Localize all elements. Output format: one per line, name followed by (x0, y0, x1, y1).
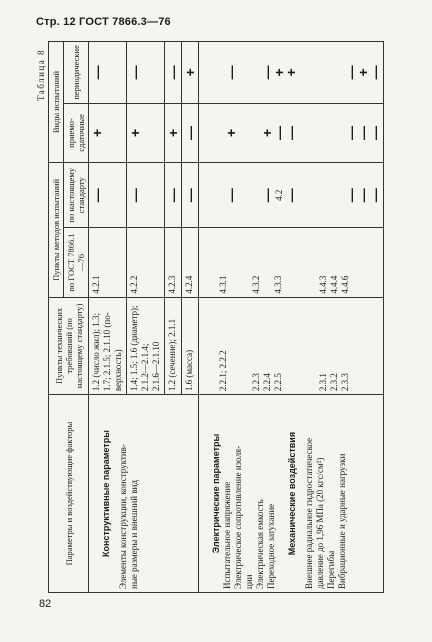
acceptance-cell: + (165, 103, 182, 162)
gost-text: 4.4.4 (329, 275, 339, 294)
param-text: Вибрационные и ударные нагрузки (337, 453, 347, 589)
table-row (199, 42, 384, 593)
req-cell: 1.2 (сечение); 2.1.1 (165, 297, 182, 394)
gost-cell: 4.2.4 (182, 228, 199, 297)
acceptance-cell: + (89, 103, 127, 162)
req-text: 1.4; 1.5; 1.6 (диаметр); (129, 305, 139, 392)
gost-text: 4.3.2 (251, 275, 261, 294)
req-text: 2.3.3 (340, 373, 350, 392)
gost-cell: 4.2.1 (89, 228, 127, 297)
table-caption: Таблица 8 (36, 49, 46, 101)
section-title-constructive: Конструктивные параметры (101, 430, 111, 558)
periodic-text: + (355, 68, 371, 77)
page-header: Стр. 12 ГОСТ 7866.3—76 (36, 16, 171, 28)
gost-text: 4.4.6 (340, 275, 350, 294)
req-cell (127, 297, 165, 394)
param-text: Внешнее радиальное гидростатическое (304, 437, 314, 589)
req-cell (199, 297, 384, 394)
acceptance-cell: — (182, 103, 199, 162)
gost-text: 4.3.3 (273, 275, 283, 294)
req-text (307, 301, 318, 391)
param-text: ные размеры и внешний вид (129, 480, 139, 589)
col-header-std: по настоящему стандарту (64, 163, 89, 228)
req-text: 2.1.6—2.1.10 (151, 341, 161, 392)
gost-text: 4.4.3 (318, 275, 328, 294)
col-header-periodic: периодические (64, 42, 89, 104)
param-text: Электрическое сопротивление изоля- (233, 445, 243, 589)
acceptance-cell (199, 103, 384, 162)
params-cell-electrical-mechanical (199, 395, 384, 593)
periodic-text: + (283, 68, 299, 77)
std-text: — (355, 188, 371, 203)
col-header-methods: Пункты методов испытаний (49, 163, 64, 298)
req-cell: 1.6 (масса) (182, 297, 199, 394)
acceptance-cell: + (127, 103, 165, 162)
param-text: давление до 1,96 МПа (20 кгс/см²) (315, 457, 325, 589)
params-cell-constructive (89, 395, 199, 593)
gost-text: 4.3.1 (218, 275, 228, 294)
req-text: 2.3.2 (329, 373, 339, 392)
std-cell: — (182, 163, 199, 228)
gost-cell (199, 228, 384, 297)
col-header-acceptance: приемо-сдаточные (64, 103, 89, 162)
param-text: Элементы конструкции, конструктив- (118, 444, 128, 589)
req-cell (89, 297, 127, 394)
col-header-requirements: Пункты технических требований (по настоящему стандарту) (49, 297, 89, 394)
std-cell: — (89, 163, 127, 228)
param-text: Электрическая емкость (255, 499, 265, 589)
periodic-text: — (343, 65, 359, 80)
col-header-tests: Виды испытаний (49, 42, 64, 163)
param-text: Испытательное напряжение (222, 481, 232, 589)
gost-text (307, 231, 318, 293)
header-row-1 (49, 42, 64, 593)
std-cell (199, 163, 384, 228)
acceptance-text: — (367, 125, 383, 140)
gost-cell: 4.2.2 (127, 228, 165, 297)
req-text: 2.3.1 (318, 373, 328, 392)
req-text: 1.7; 2.1.5; 2.1.10 (по- (102, 312, 112, 392)
std-text: — (367, 188, 383, 203)
acceptance-text: + (223, 128, 239, 138)
gost-text (262, 231, 273, 293)
std-text: — (223, 188, 239, 203)
periodic-cell: — (89, 42, 127, 104)
periodic-text: — (223, 65, 239, 80)
data-table (48, 41, 384, 593)
param-text: ции (244, 574, 254, 589)
periodic-cell: — (165, 42, 182, 104)
periodic-text: — (367, 65, 383, 80)
acceptance-text: — (283, 125, 299, 140)
req-text: верхность) (113, 349, 123, 392)
std-text: 4.2 (274, 189, 284, 201)
req-text: 1.2 (число жил); 1.3; (91, 313, 101, 392)
std-text: — (283, 188, 299, 203)
req-text: 2.2.5 (273, 373, 283, 392)
section-title-electrical: Электрические параметры (211, 433, 221, 554)
std-cell: — (127, 163, 165, 228)
acceptance-text: — (343, 125, 359, 140)
req-text: 2.2.4 (262, 373, 272, 392)
acceptance-text: + (259, 128, 275, 138)
req-text: 2.1.2—2.1.4; (140, 343, 150, 392)
acceptance-text: — (355, 125, 371, 140)
acceptance-text: — (271, 125, 287, 140)
col-header-params: Параметры и воздействующие факторы (49, 395, 89, 593)
std-text: — (259, 188, 275, 203)
periodic-cell: + (182, 42, 199, 104)
periodic-cell (199, 42, 384, 104)
req-text (229, 301, 240, 391)
req-text: 2.2.1; 2.2.2 (218, 350, 228, 392)
param-text: Перегибы (326, 550, 336, 589)
col-header-gost: по ГОСТ 7866.1—76 (64, 228, 89, 297)
req-text: 2.2.3 (251, 373, 261, 392)
periodic-cell: — (127, 42, 165, 104)
periodic-text: — (259, 65, 275, 80)
table-row (89, 42, 127, 593)
std-text: — (343, 188, 359, 203)
gost-text (229, 231, 240, 293)
rotated-page-content (36, 41, 396, 593)
section-title-mechanical: Механические воздействия (287, 431, 297, 556)
gost-cell: 4.2.3 (165, 228, 182, 297)
periodic-text: + (271, 68, 287, 77)
std-cell: — (165, 163, 182, 228)
page-number: 82 (39, 598, 52, 610)
param-text: Переходное затухание (266, 503, 276, 589)
